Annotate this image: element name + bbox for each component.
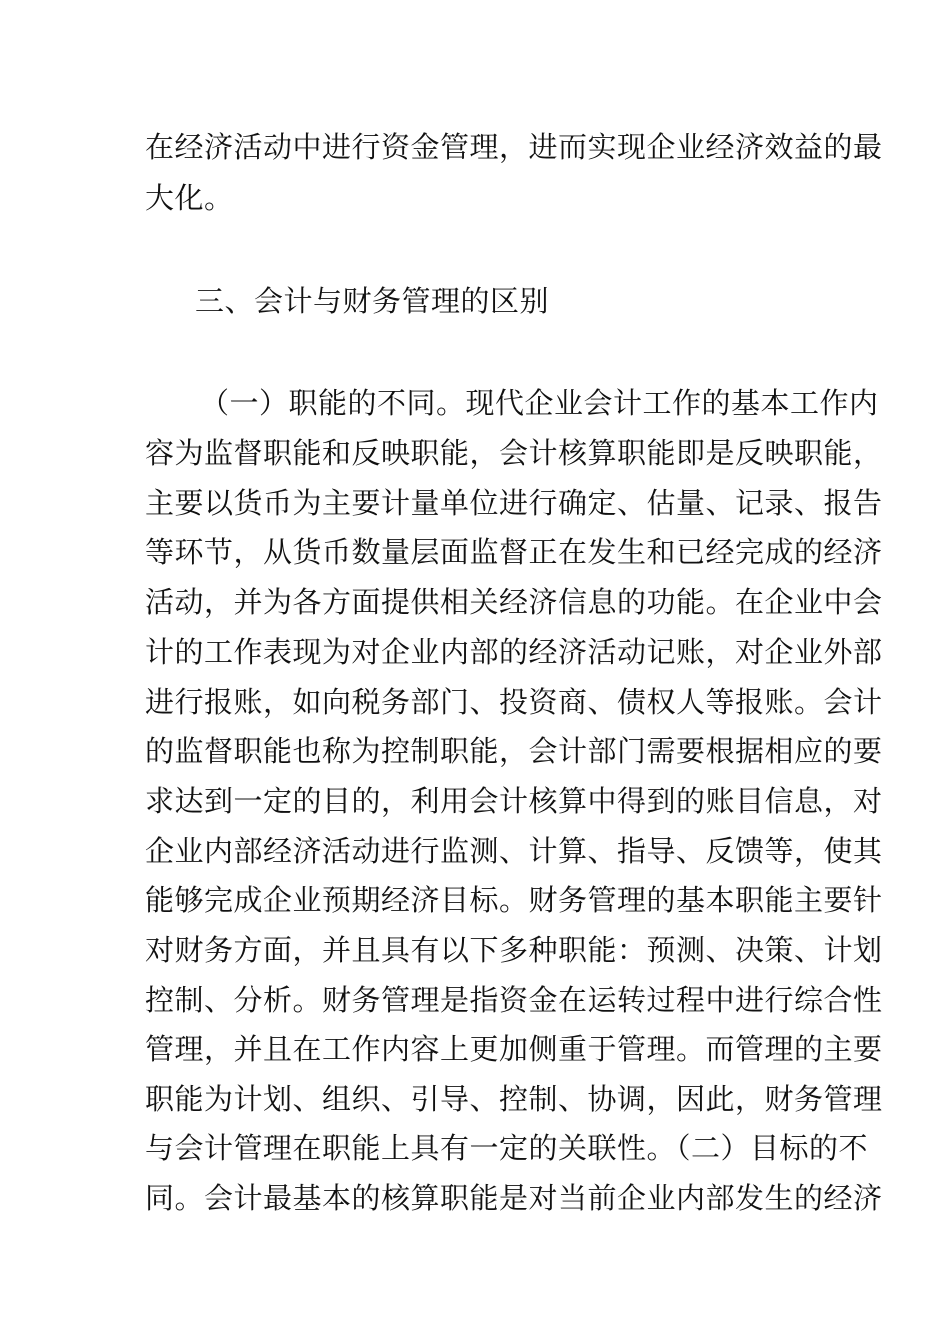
paragraph-line: 容为监督职能和反映职能，会计核算职能即是反映职能，	[145, 436, 883, 470]
section-heading: 三、会计与财务管理的区别	[195, 284, 550, 318]
paragraph-line: 对财务方面，并且具有以下多种职能：预测、决策、计划	[145, 933, 883, 967]
paragraph-line: 计的工作表现为对企业内部的经济活动记账，对企业外部	[145, 635, 883, 669]
paragraph-line: 企业内部经济活动进行监测、计算、指导、反馈等，使其	[145, 834, 883, 868]
intro-line: 在经济活动中进行资金管理，进而实现企业经济效益的最	[145, 130, 883, 164]
paragraph-line: 管理，并且在工作内容上更加侧重于管理。而管理的主要	[145, 1032, 883, 1066]
paragraph-line: 职能为计划、组织、引导、控制、协调，因此，财务管理	[145, 1082, 883, 1116]
intro-line: 大化。	[145, 181, 234, 215]
paragraph-line: 控制、分析。财务管理是指资金在运转过程中进行综合性	[145, 983, 883, 1017]
paragraph-line: 能够完成企业预期经济目标。财务管理的基本职能主要针	[145, 883, 883, 917]
paragraph-line: 的监督职能也称为控制职能，会计部门需要根据相应的要	[145, 734, 883, 768]
paragraph-line: 同。会计最基本的核算职能是对当前企业内部发生的经济	[145, 1181, 883, 1215]
paragraph-line: 求达到一定的目的，利用会计核算中得到的账目信息，对	[145, 784, 883, 818]
paragraph-line: 进行报账，如向税务部门、投资商、债权人等报账。会计	[145, 685, 883, 719]
paragraph-line: 与会计管理在职能上具有一定的关联性。（二）目标的不	[145, 1131, 869, 1165]
paragraph-line: 主要以货币为主要计量单位进行确定、估量、记录、报告	[145, 486, 883, 520]
paragraph-line: （一）职能的不同。现代企业会计工作的基本工作内	[200, 386, 879, 420]
paragraph-line: 活动，并为各方面提供相关经济信息的功能。在企业中会	[145, 585, 883, 619]
paragraph-line: 等环节，从货币数量层面监督正在发生和已经完成的经济	[145, 535, 883, 569]
